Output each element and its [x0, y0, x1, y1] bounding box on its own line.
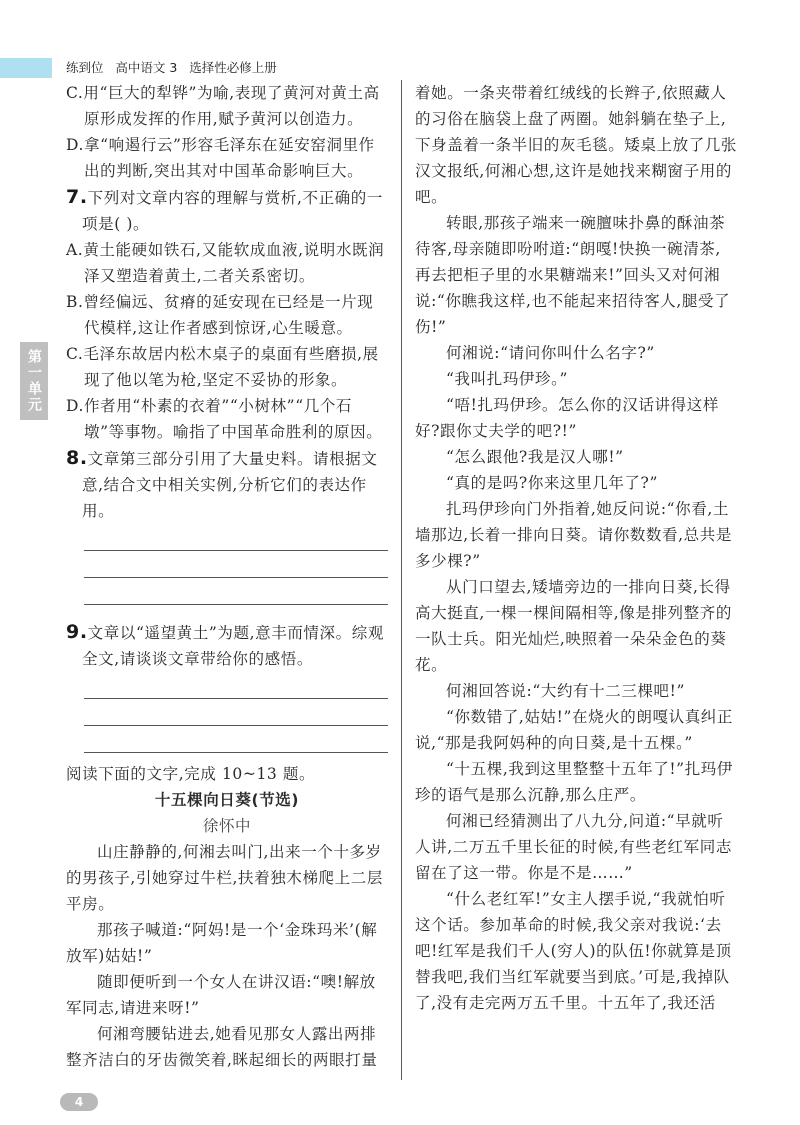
question-7	[66, 184, 388, 237]
passage-paragraph: “什么老红军!”女主人摆手说,“我就怕听这个话。参加革命的时候,我父亲对我说:‘去吧!红军是我们千人(穷人)的队伍!你就算是顶替我吧,我们当红军就要当到底。’可是,我掉队了,没有走完两万五千里。十五年了,我还活	[415, 890, 732, 1012]
q7-option-c: C.毛泽东故居内松木桌子的桌面有些磨损,展现了他以笔为枪,坚定不妥协的形象。	[66, 345, 379, 389]
header-accent-bar	[0, 58, 52, 78]
passage-author: 徐怀中	[202, 817, 252, 835]
question-9-number: 9.	[66, 621, 88, 643]
passage-paragraph: 扎玛伊珍向门外指着,她反问说:“你看,土墙那边,长着一排向日葵。请你数数看,总共是多少棵?”	[415, 500, 732, 570]
q7-option-b: B.曾经偏远、贫瘠的延安现在已经是一片现代模样,这让作者感到惊讶,心生暖意。	[66, 293, 374, 337]
running-header: 练到位 高中语文 3 选择性必修上册	[66, 60, 277, 75]
q7-option-a: A.黄土能硬如铁石,又能软成血液,说明水既润泽又塑造着黄土,二者关系密切。	[66, 241, 385, 285]
passage-paragraph: “我叫扎玛伊珍。”	[446, 370, 568, 388]
answer-line[interactable]	[84, 752, 388, 753]
question-8-number: 8.	[66, 447, 88, 469]
passage-paragraph-continued: 着她。一条夹带着红绒线的长辫子,依照藏人的习俗在脑袋上盘了两圈。她斜躺在垫子上,下身盖着一条半旧的灰毛毯。矮桌上放了几张汉文报纸,何湘心想,这许是她找来糊窗子用的吧。	[415, 84, 738, 206]
passage-paragraph: 何湘说:“请问你叫什么名字?”	[446, 344, 655, 362]
passage-paragraph: 从门口望去,矮墙旁边的一排向日葵,长得高大挺直,一棵一棵间隔相等,像是排列整齐的一队士兵。阳光灿烂,映照着一朵朵金色的葵花。	[415, 578, 732, 674]
q6-option-c: C.用“巨大的犁铧”为喻,表现了黄河对黄土高原形成发挥的作用,赋予黄河以创造力。	[66, 84, 380, 128]
passage-paragraph: 何湘弯腰钻进去,她看见那女人露出两排整齐洁白的牙齿微笑着,眯起细长的两眼打量	[66, 1025, 378, 1069]
page-number: 4	[60, 1093, 98, 1111]
question-9-text: 文章以“遥望黄土”为题,意丰而情深。综观全文,请谈谈文章带给你的感悟。	[82, 624, 384, 668]
passage-paragraph: 山庄静静的,何湘去叫门,出来一个十多岁的男孩子,引她穿过牛栏,扶着独木梯爬上二层平房。	[66, 843, 383, 913]
passage-paragraph: 那孩子喊道:“阿妈!是一个‘金珠玛米’(解放军)姑姑!”	[66, 921, 378, 965]
question-7-number: 7.	[66, 186, 88, 208]
reading-instruction: 阅读下面的文字,完成 10~13 题。	[66, 765, 316, 783]
question-8	[66, 445, 388, 524]
unit-side-tab: 第一单元	[20, 342, 48, 420]
question-8-text: 文章第三部分引用了大量史料。请根据文意,结合文中相关实例,分析它们的表达作用。	[82, 450, 378, 520]
answer-line[interactable]	[84, 577, 388, 578]
column-divider	[401, 80, 402, 1080]
right-column	[415, 80, 737, 1016]
question-9	[66, 619, 388, 672]
answer-line[interactable]	[84, 604, 388, 605]
left-column	[66, 80, 388, 1073]
passage-paragraph: 何湘已经猜测出了八九分,问道:“早就听人讲,二万五千里长征的时候,有些老红军同志留在了这一带。你是不是……”	[415, 812, 732, 882]
answer-line[interactable]	[84, 725, 388, 726]
passage-paragraph: “你数错了,姑姑!”在烧火的朗嘎认真纠正说,“那是我阿妈种的向日葵,是十五棵。”	[415, 708, 734, 752]
passage-paragraph: “怎么跟他?我是汉人哪!”	[446, 448, 624, 466]
passage-paragraph: “唔!扎玛伊珍。怎么你的汉话讲得这样好?跟你丈夫学的吧?!”	[415, 396, 719, 440]
q6-option-d: D.拿“响遏行云”形容毛泽东在延安窑洞里作出的判断,突出其对中国革命影响巨大。	[66, 136, 375, 180]
passage-title: 十五棵向日葵(节选)	[154, 791, 300, 809]
passage-paragraph: 转眼,那孩子端来一碗膻味扑鼻的酥油茶待客,母亲随即吩咐道:“朗嘎!快换一碗清茶,再去把柜子里的水果糖端来!”回头又对何湘说:“你瞧我这样,也不能起来招待客人,腿受了伤!”	[415, 214, 731, 336]
passage-paragraph: “真的是吗?你来这里几年了?”	[446, 474, 658, 492]
passage-paragraph: “十五棵,我到这里整整十五年了!”扎玛伊珍的语气是那么沉静,那么庄严。	[415, 760, 734, 804]
passage-paragraph: 何湘回答说:“大约有十二三棵吧!”	[446, 682, 685, 700]
answer-line[interactable]	[84, 698, 388, 699]
q7-option-d: D.作者用“朴素的衣着”“小树林”“几个石墩”等事物。喻指了中国革命胜利的原因。	[66, 397, 383, 441]
passage-paragraph: 随即便听到一个女人在讲汉语:“噢!解放军同志,请进来呀!”	[66, 973, 376, 1017]
answer-line[interactable]	[84, 550, 388, 551]
question-7-text: 下列对文章内容的理解与赏析,不正确的一项是( )。	[82, 189, 383, 233]
